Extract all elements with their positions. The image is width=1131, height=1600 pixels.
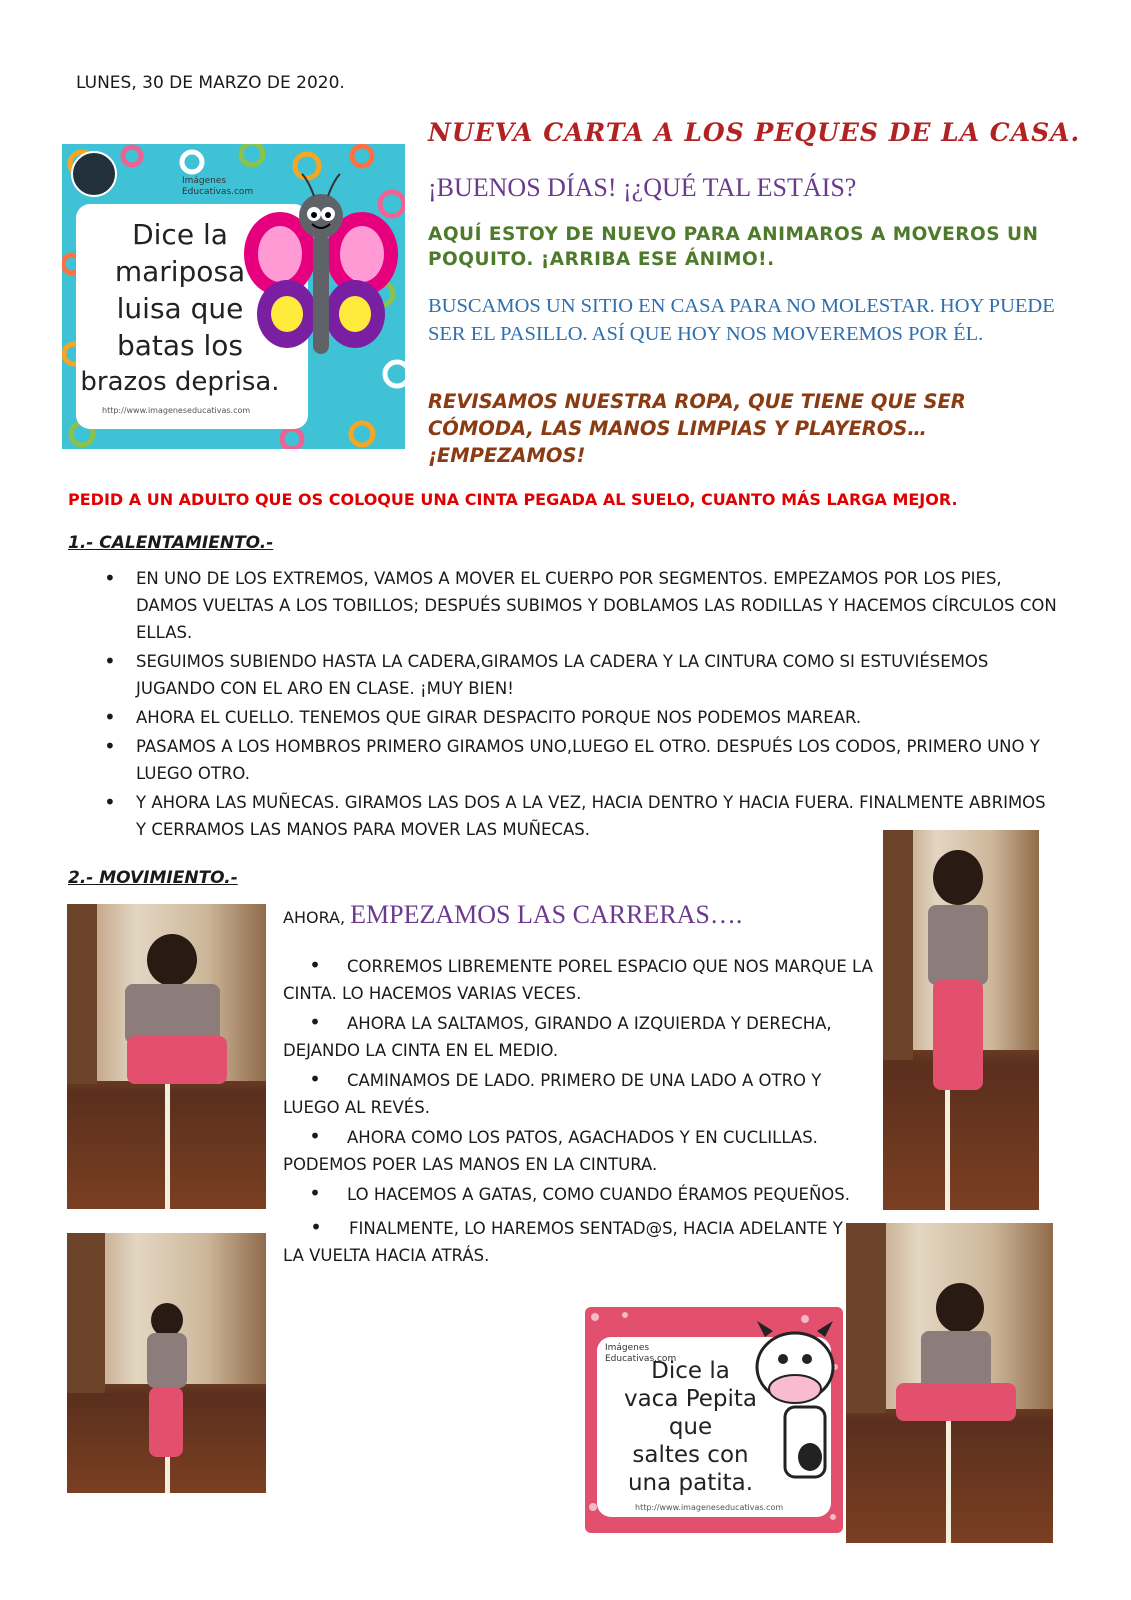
list-item: • SEGUIMOS SUBIENDO HASTA LA CADERA,GIRAMOS LA CADERA Y LA CINTURA COMO SI ESTUVIÉSEMOS JUGANDO CON EL ARO EN CLASE. ¡MUY BIEN! <box>100 648 1060 702</box>
list-item: • PASAMOS A LOS HOMBROS PRIMERO GIRAMOS UNO,LUEGO EL OTRO. DESPUÉS LOS CODOS, PRIMERO UNO Y LUEGO OTRO. <box>100 733 1060 787</box>
list-item: • AHORA EL CUELLO. TENEMOS QUE GIRAR DESPACITO PORQUE NOS PODEMOS MAREAR. <box>100 704 1060 731</box>
cow-card-url: http://www.imageneseducativas.com <box>635 1503 784 1512</box>
list-item: • CORREMOS LIBREMENTE POREL ESPACIO QUE NOS MARQUE LA CINTA. LO HACEMOS VARIAS VECES. <box>283 953 873 1003</box>
intro-green: AQUÍ ESTOY DE NUEVO PARA ANIMAROS A MOVEROS UN POQUITO. ¡ARRIBA ESE ÁNIMO!. <box>428 224 1039 270</box>
card1-line5: brazos deprisa. <box>80 367 280 397</box>
movement-lead <box>283 900 742 930</box>
butterfly-card-text <box>80 216 280 401</box>
adult-instruction: PEDID A UN ADULTO QUE OS COLOQUE UNA CINTA PEGADA AL SUELO, CUANTO MÁS LARGA MEJOR. <box>68 490 958 509</box>
photo-squat <box>67 904 266 1209</box>
card1-line1: Dice la <box>132 218 228 251</box>
letter-title: NUEVA CARTA A LOS PEQUES DE LA CASA. <box>428 118 1081 147</box>
card1-line2: mariposa <box>114 255 246 288</box>
intro-blue: BUSCAMOS UN SITIO EN CASA PARA NO MOLESTAR. HOY PUEDE SER EL PASILLO. ASÍ QUE HOY NOS MOVEREMOS POR ÉL. <box>428 295 1055 345</box>
movement-list <box>283 952 873 1210</box>
list-item-final: • FINALMENTE, LO HAREMOS SENTAD@S, HACIA ADELANTE Y LA VUELTA HACIA ATRÁS. <box>283 1215 843 1265</box>
card1-line3: luisa que <box>116 292 244 325</box>
cow-card-logo: Imágenes Educativas.com <box>605 1343 677 1364</box>
greeting: ¡BUENOS DÍAS! ¡¿QUÉ TAL ESTÁIS? <box>428 173 857 202</box>
intro-brown: REVISAMOS NUESTRA ROPA, QUE TIENE QUE SER CÓMODA, LAS MANOS LIMPIAS Y PLAYEROS…¡EMPEZAMOS! <box>428 390 966 467</box>
list-item: • AHORA COMO LOS PATOS, AGACHADOS Y EN CUCLILLAS. PODEMOS POER LAS MANOS EN LA CINTURA. <box>283 1124 818 1174</box>
list-item: • EN UNO DE LOS EXTREMOS, VAMOS A MOVER EL CUERPO POR SEGMENTOS. EMPEZAMOS POR LOS PIES, DAMOS VUELTAS A LOS TOBILLOS; DESPUÉS SUBIMOS Y DOBLAMOS LAS RODILLAS Y HACEMOS CÍRCULOS CON ELLAS. <box>100 565 1060 646</box>
list-item: • AHORA LA SALTAMOS, GIRANDO A IZQUIERDA Y DERECHA, DEJANDO LA CINTA EN EL MEDIO. <box>283 1010 832 1060</box>
butterfly-card-url: http://www.imageneseducativas.com <box>102 406 251 415</box>
card2-line5: una patita. <box>627 1470 754 1496</box>
cow-card-text <box>603 1357 778 1497</box>
date: LUNES, 30 DE MARZO DE 2020. <box>76 73 345 93</box>
lead-big: EMPEZAMOS LAS CARRERAS…. <box>350 900 743 929</box>
cow-card <box>585 1307 843 1533</box>
card2-line1: Dice la <box>651 1358 730 1384</box>
card2-line4: saltes con <box>632 1442 749 1468</box>
section-warmup-heading: 1.- CALENTAMIENTO.- <box>68 533 274 553</box>
lead-small: AHORA, <box>283 908 351 927</box>
photo-sit <box>846 1223 1053 1543</box>
card1-line4: batas los <box>116 329 244 362</box>
butterfly-card <box>62 144 405 449</box>
card2-line3: que <box>668 1414 713 1440</box>
photo-jump <box>883 830 1039 1210</box>
photo-walk <box>67 1233 266 1493</box>
butterfly-card-logo: Imágenes Educativas.com <box>182 176 254 197</box>
list-item: • CAMINAMOS DE LADO. PRIMERO DE UNA LADO A OTRO Y LUEGO AL REVÉS. <box>283 1067 822 1117</box>
list-item: • LO HACEMOS A GATAS, COMO CUANDO ÉRAMOS PEQUEÑOS. <box>309 1181 851 1205</box>
warmup-list <box>100 565 1060 845</box>
card2-line2: vaca Pepita <box>623 1386 758 1412</box>
list-item: • Y AHORA LAS MUÑECAS. GIRAMOS LAS DOS A LA VEZ, HACIA DENTRO Y HACIA FUERA. FINALMENTE ABRIMOS Y CERRAMOS LAS MANOS PARA MOVER LAS MUÑECAS. <box>100 789 1060 843</box>
section-movement-heading: 2.- MOVIMIENTO.- <box>68 868 238 888</box>
